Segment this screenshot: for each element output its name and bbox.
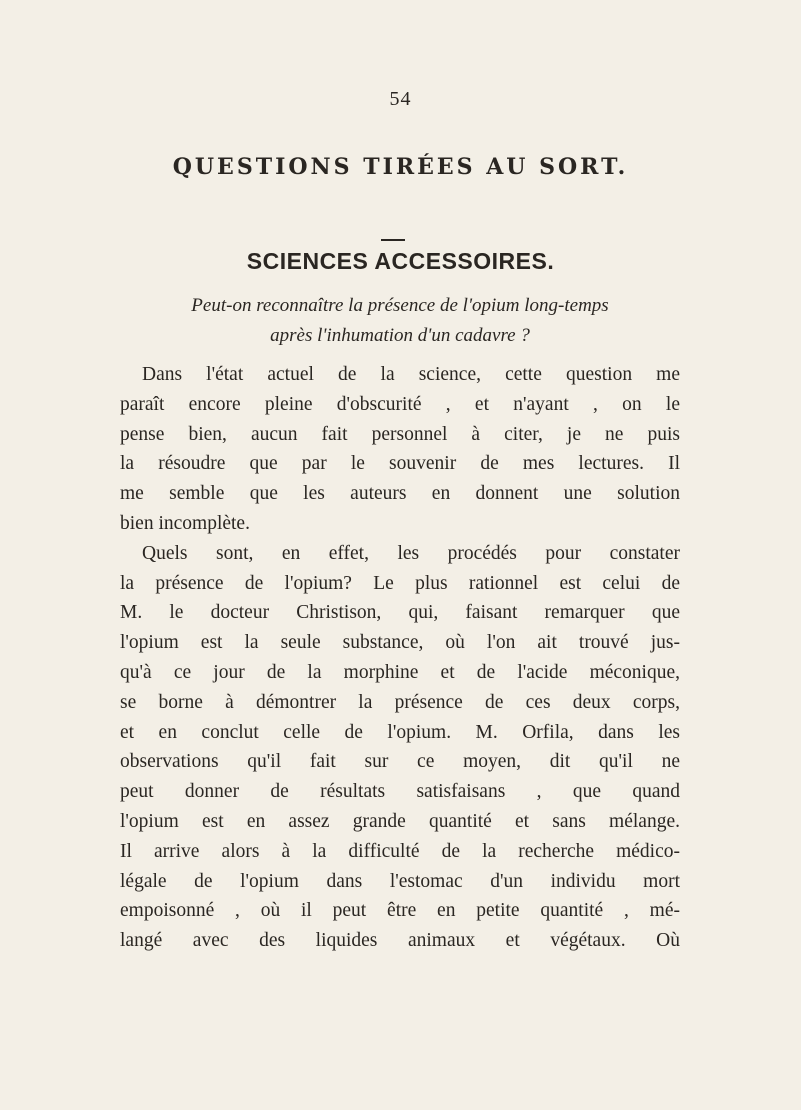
body-line: la résoudre que par le souvenir de mes lectures. Il bbox=[120, 453, 680, 475]
body-line: se borne à démontrer la présence de ces deux corps, bbox=[120, 691, 680, 713]
body-line: pense bien, aucun fait personnel à citer, je ne puis bbox=[120, 423, 680, 445]
body-line: observations qu'il fait sur ce moyen, dit qu'il ne bbox=[120, 751, 680, 773]
question-line: après l'inhumation d'un cadavre ? bbox=[270, 324, 530, 346]
body-line: légale de l'opium dans l'estomac d'un individu mort bbox=[120, 870, 680, 892]
body-line: Quels sont, en effet, les procédés pour constater bbox=[142, 542, 680, 564]
body-line: peut donner de résultats satisfaisans , que quand bbox=[120, 781, 680, 803]
title-rule bbox=[381, 239, 405, 241]
body-line: bien incomplète. bbox=[120, 512, 250, 534]
body-line: Il arrive alors à la difficulté de la recherche médico- bbox=[120, 840, 680, 862]
body-line: paraît encore pleine d'obscurité , et n'ayant , on le bbox=[120, 393, 680, 415]
body-line: empoisonné , où il peut être en petite quantité , mé- bbox=[120, 900, 680, 922]
page-number: 54 bbox=[389, 88, 412, 110]
body-line: et en conclut celle de l'opium. M. Orfila, dans les bbox=[120, 721, 680, 743]
body-line: l'opium est en assez grande quantité et sans mélange. bbox=[120, 810, 680, 832]
body-line: M. le docteur Christison, qui, faisant remarquer que bbox=[120, 602, 680, 624]
body-line: l'opium est la seule substance, où l'on ait trouvé jus- bbox=[120, 632, 680, 654]
body-line: qu'à ce jour de la morphine et de l'acide méconique, bbox=[120, 661, 680, 683]
section-title: SCIENCES ACCESSOIRES. bbox=[246, 248, 555, 274]
body-line: la présence de l'opium? Le plus rationnel est celui de bbox=[120, 572, 680, 594]
running-header: QUESTIONS TIRÉES AU SORT. bbox=[172, 154, 629, 180]
body-line: langé avec des liquides animaux et végétaux. Où bbox=[120, 930, 680, 952]
body-line: me semble que les auteurs en donnent une solution bbox=[120, 483, 680, 505]
question-heading bbox=[120, 288, 680, 348]
body-line: Dans l'état actuel de la science, cette question me bbox=[142, 364, 680, 385]
body-text bbox=[120, 360, 680, 956]
question-line: Peut-on reconnaître la présence de l'opium long-temps bbox=[191, 295, 609, 316]
